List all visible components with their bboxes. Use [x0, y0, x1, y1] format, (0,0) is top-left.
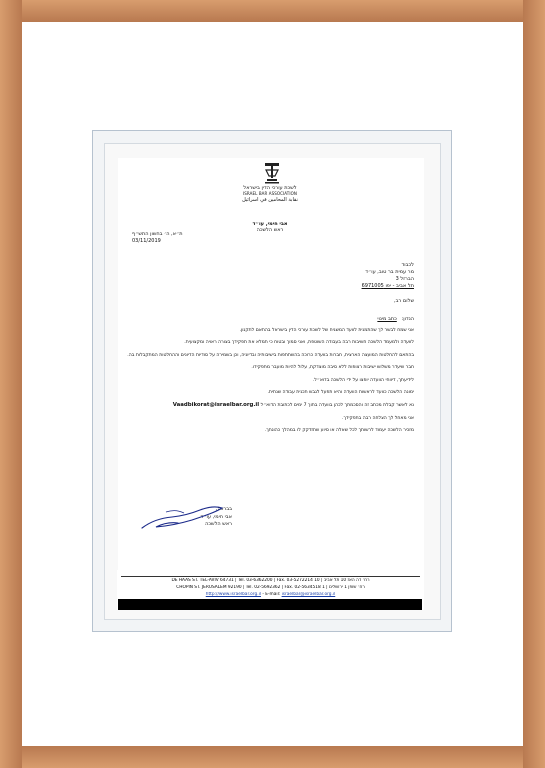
chair-name: אבי חימי, עו״ד: [252, 221, 288, 227]
body-paragraph: ימונה הלשכה כוועד לראשות הוועדה והיא תפעל לגבש תכנית עבודה שנתית.: [267, 390, 414, 396]
greeting: שלום רב,: [394, 298, 414, 304]
signer-name: אבי חימי, עו״ד: [200, 513, 232, 520]
body-paragraph: אני שמח לבשר לך שהתמנית לוועד המשגיח של לשכת עורכי הדין בישראל בהתאם לתקנון.: [239, 328, 414, 333]
body-paragraph: [124, 402, 414, 409]
recipient-block: [362, 262, 414, 290]
body-paragraph: לידיעתך, דיווחי הוועדה יופצו על ידי הלשכה בדוא״ל.: [312, 377, 414, 383]
frame-right-edge: [523, 0, 545, 768]
footer-email-link[interactable]: israelbar@israelbar.org.il: [281, 592, 336, 597]
handwritten-signature: [138, 504, 226, 532]
recipient-city: תל אביב - יפו 6971005: [361, 283, 414, 289]
letter-page: [118, 158, 424, 610]
body-paragraph: לוועדה ולמעמד הלשכה חשיבות רבה בעבודה השוטפת, ואני סמוך ובטוח כי תמלא את תפקידך בצורה ראויה ומקצועית.: [184, 340, 414, 346]
body-paragraph: חבר שיעדר משלוש ישיבות רצופות ללא סיבה מוצדקת, עלול להיות מועבר מתפקידו.: [251, 365, 414, 371]
date-block: [132, 231, 183, 245]
footer-email-label: E-mail:: [265, 592, 281, 597]
closing-regards: בברכה,: [215, 506, 232, 512]
body-paragraph: בהתאם להחלטות המועצה הארצית, חברות בוועדה כרוכה בהשתתפות בישיבותיה ובדיוניה, וכן בשמירה על סודיות הדיונים וההחלטות המתקבלות בה.: [127, 352, 414, 358]
subject-title: כתב מינוי: [377, 316, 397, 322]
bar-association-logo-icon: [263, 162, 281, 184]
org-name-arabic: نقابة المحامين في اسرائيل: [242, 197, 298, 203]
recipient-street: הברזל 3: [395, 276, 414, 282]
body-paragraph: מזכיר הלשכה יעמוד לרשותך לכל שאלה או סיוע שתזדקק לו במהלך כהונתך.: [264, 428, 414, 434]
footer-website-link[interactable]: http://www.israelbar.org.il: [205, 592, 261, 597]
letterhead: [208, 185, 332, 203]
subject-line: [377, 316, 414, 322]
reply-instruction: נא לאשר קבלת מכתב זה והסכמתך לכהן בוועדה בתוך 7 ימים לכתובת הדוא״ל: [260, 403, 414, 409]
body-paragraph: אני מאחל לך הצלחה רבה בתפקידך.: [342, 415, 414, 421]
chair-block: [220, 221, 320, 233]
footer-divider: [121, 576, 420, 577]
frame-top-edge: [0, 0, 545, 22]
date-hebrew: ת״א, ה׳ בחשון התש״ף: [132, 231, 183, 237]
footer-contact-line: [121, 592, 420, 597]
frame-left-edge: [0, 0, 22, 768]
footer-separator: -: [262, 592, 264, 597]
subject-label: הנדון:: [401, 316, 414, 322]
recipient-name: מר עמית בר טוב, עו״ד: [365, 269, 414, 275]
org-name-hebrew: לשכת עורכי הדין בישראל: [243, 185, 297, 191]
recipient-to: לכבוד: [401, 262, 414, 268]
date-gregorian: 03/11/2019: [132, 238, 161, 244]
footer-address-jerusalem: רח׳ שופן 1 ירושלים | 1 CHOPIN ST. JERUSALEM 92190 | Tel. 02-5692362 | Fax. 02-5634518: [176, 585, 365, 590]
letter-body: [124, 328, 414, 441]
frame-bottom-edge: [0, 746, 545, 768]
chair-title: ראש הלשכה: [256, 227, 284, 233]
reply-email[interactable]: Vaadbikorat@israelbar.org.il: [172, 402, 260, 409]
footer-address-telaviv: רח׳ דה האז 10 תל אביב | 10 DE HAAS ST. TEL-AVIV 64731 | Tel. 03-6362200 | Fax. 03-5272214: [171, 578, 370, 583]
org-name-english: ISRAEL BAR ASSOCIATION: [243, 191, 297, 196]
signer-title: ראש הלשכה: [205, 521, 232, 528]
scan-black-bar: [118, 599, 422, 610]
